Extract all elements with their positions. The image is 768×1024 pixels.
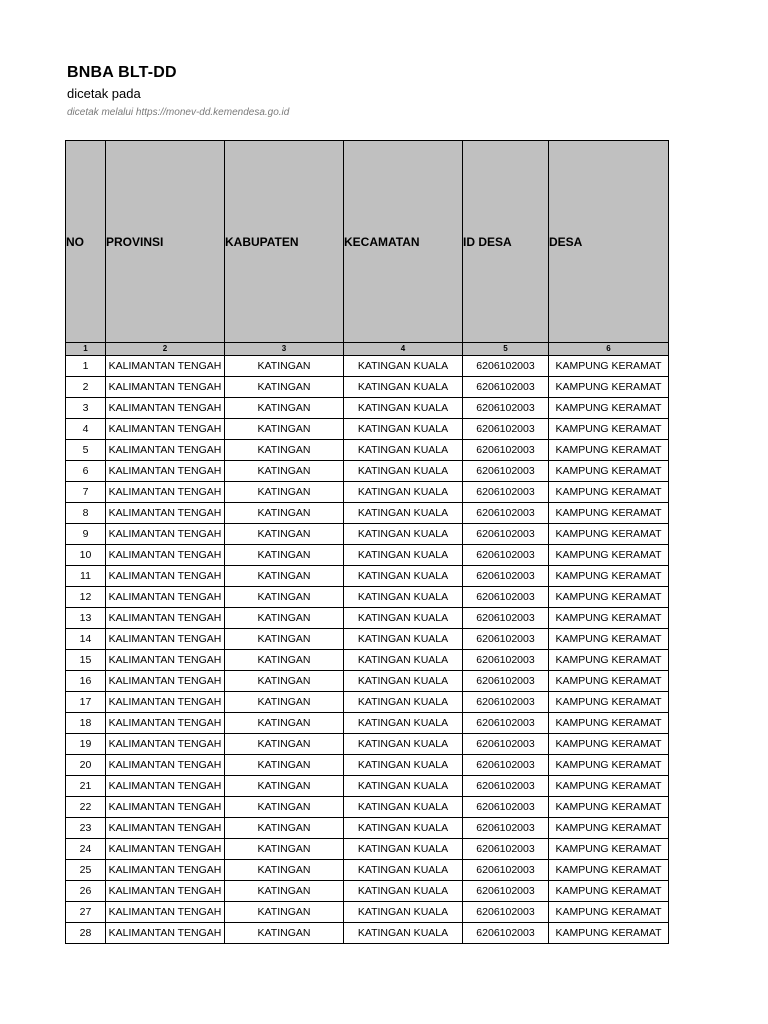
cell-no: 26 [66,881,106,902]
cell-kecamatan: KATINGAN KUALA [344,734,463,755]
header-kabupaten: KABUPATEN [225,141,344,343]
cell-kabupaten: KATINGAN [225,482,344,503]
cell-desa: KAMPUNG KERAMAT [549,524,669,545]
cell-kabupaten: KATINGAN [225,860,344,881]
document-subtitle: dicetak pada [67,86,141,101]
cell-kecamatan: KATINGAN KUALA [344,566,463,587]
cell-desa: KAMPUNG KERAMAT [549,692,669,713]
cell-kecamatan: KATINGAN KUALA [344,545,463,566]
cell-provinsi: KALIMANTAN TENGAH [106,377,225,398]
cell-desa: KAMPUNG KERAMAT [549,629,669,650]
cell-kecamatan: KATINGAN KUALA [344,902,463,923]
cell-desa: KAMPUNG KERAMAT [549,503,669,524]
cell-desa: KAMPUNG KERAMAT [549,587,669,608]
cell-no: 16 [66,671,106,692]
table-row [66,461,669,482]
cell-provinsi: KALIMANTAN TENGAH [106,461,225,482]
cell-kabupaten: KATINGAN [225,755,344,776]
table-row [66,797,669,818]
column-number: 3 [225,343,344,356]
cell-id-desa: 6206102003 [463,419,549,440]
column-number: 5 [463,343,549,356]
cell-desa: KAMPUNG KERAMAT [549,881,669,902]
cell-kecamatan: KATINGAN KUALA [344,713,463,734]
cell-kabupaten: KATINGAN [225,923,344,944]
cell-desa: KAMPUNG KERAMAT [549,545,669,566]
cell-desa: KAMPUNG KERAMAT [549,776,669,797]
cell-kabupaten: KATINGAN [225,650,344,671]
cell-provinsi: KALIMANTAN TENGAH [106,776,225,797]
column-number: 4 [344,343,463,356]
cell-kecamatan: KATINGAN KUALA [344,860,463,881]
cell-kecamatan: KATINGAN KUALA [344,398,463,419]
cell-kabupaten: KATINGAN [225,881,344,902]
cell-kecamatan: KATINGAN KUALA [344,356,463,377]
table-row [66,881,669,902]
cell-kecamatan: KATINGAN KUALA [344,419,463,440]
cell-kabupaten: KATINGAN [225,461,344,482]
cell-no: 15 [66,650,106,671]
cell-kabupaten: KATINGAN [225,419,344,440]
cell-desa: KAMPUNG KERAMAT [549,797,669,818]
cell-provinsi: KALIMANTAN TENGAH [106,797,225,818]
cell-provinsi: KALIMANTAN TENGAH [106,398,225,419]
cell-id-desa: 6206102003 [463,671,549,692]
cell-provinsi: KALIMANTAN TENGAH [106,650,225,671]
table-row [66,776,669,797]
cell-id-desa: 6206102003 [463,650,549,671]
cell-kecamatan: KATINGAN KUALA [344,587,463,608]
cell-kabupaten: KATINGAN [225,692,344,713]
table-row [66,503,669,524]
cell-no: 11 [66,566,106,587]
cell-kabupaten: KATINGAN [225,902,344,923]
cell-kecamatan: KATINGAN KUALA [344,377,463,398]
cell-kabupaten: KATINGAN [225,734,344,755]
cell-desa: KAMPUNG KERAMAT [549,377,669,398]
table-row [66,818,669,839]
cell-id-desa: 6206102003 [463,608,549,629]
cell-provinsi: KALIMANTAN TENGAH [106,440,225,461]
cell-desa: KAMPUNG KERAMAT [549,923,669,944]
cell-id-desa: 6206102003 [463,713,549,734]
cell-provinsi: KALIMANTAN TENGAH [106,713,225,734]
cell-provinsi: KALIMANTAN TENGAH [106,629,225,650]
cell-id-desa: 6206102003 [463,524,549,545]
cell-no: 22 [66,797,106,818]
table-row [66,692,669,713]
cell-kabupaten: KATINGAN [225,797,344,818]
cell-desa: KAMPUNG KERAMAT [549,440,669,461]
table-row [66,377,669,398]
table-row [66,671,669,692]
cell-kecamatan: KATINGAN KUALA [344,818,463,839]
header-id-desa: ID DESA [463,141,549,343]
cell-no: 1 [66,356,106,377]
cell-no: 27 [66,902,106,923]
cell-desa: KAMPUNG KERAMAT [549,860,669,881]
cell-id-desa: 6206102003 [463,776,549,797]
cell-no: 28 [66,923,106,944]
cell-kabupaten: KATINGAN [225,545,344,566]
cell-id-desa: 6206102003 [463,503,549,524]
cell-kecamatan: KATINGAN KUALA [344,440,463,461]
cell-no: 3 [66,398,106,419]
cell-kecamatan: KATINGAN KUALA [344,839,463,860]
cell-kabupaten: KATINGAN [225,839,344,860]
cell-kecamatan: KATINGAN KUALA [344,524,463,545]
cell-provinsi: KALIMANTAN TENGAH [106,419,225,440]
cell-provinsi: KALIMANTAN TENGAH [106,734,225,755]
table-row [66,608,669,629]
cell-id-desa: 6206102003 [463,629,549,650]
cell-id-desa: 6206102003 [463,482,549,503]
cell-no: 9 [66,524,106,545]
document-title: BNBA BLT-DD [67,64,177,81]
table-row [66,587,669,608]
cell-id-desa: 6206102003 [463,566,549,587]
cell-id-desa: 6206102003 [463,398,549,419]
cell-id-desa: 6206102003 [463,692,549,713]
cell-desa: KAMPUNG KERAMAT [549,902,669,923]
cell-id-desa: 6206102003 [463,545,549,566]
cell-kecamatan: KATINGAN KUALA [344,692,463,713]
table-row [66,440,669,461]
cell-desa: KAMPUNG KERAMAT [549,461,669,482]
cell-no: 17 [66,692,106,713]
cell-desa: KAMPUNG KERAMAT [549,419,669,440]
cell-id-desa: 6206102003 [463,356,549,377]
cell-kecamatan: KATINGAN KUALA [344,671,463,692]
cell-provinsi: KALIMANTAN TENGAH [106,671,225,692]
cell-provinsi: KALIMANTAN TENGAH [106,692,225,713]
column-number: 6 [549,343,669,356]
cell-desa: KAMPUNG KERAMAT [549,650,669,671]
cell-kecamatan: KATINGAN KUALA [344,776,463,797]
beneficiary-table [65,140,669,944]
cell-id-desa: 6206102003 [463,881,549,902]
cell-desa: KAMPUNG KERAMAT [549,713,669,734]
header-row [66,141,669,343]
cell-no: 10 [66,545,106,566]
cell-kecamatan: KATINGAN KUALA [344,755,463,776]
cell-kabupaten: KATINGAN [225,503,344,524]
table-row [66,860,669,881]
table-row [66,650,669,671]
table-row [66,524,669,545]
cell-provinsi: KALIMANTAN TENGAH [106,524,225,545]
header-desa: DESA [549,141,669,343]
cell-provinsi: KALIMANTAN TENGAH [106,839,225,860]
column-number: 1 [66,343,106,356]
cell-desa: KAMPUNG KERAMAT [549,356,669,377]
cell-kabupaten: KATINGAN [225,440,344,461]
cell-kecamatan: KATINGAN KUALA [344,881,463,902]
cell-no: 6 [66,461,106,482]
table-body [66,356,669,944]
cell-no: 2 [66,377,106,398]
cell-kabupaten: KATINGAN [225,629,344,650]
cell-id-desa: 6206102003 [463,839,549,860]
cell-kabupaten: KATINGAN [225,713,344,734]
table-row [66,398,669,419]
cell-kabupaten: KATINGAN [225,587,344,608]
cell-kabupaten: KATINGAN [225,377,344,398]
cell-kecamatan: KATINGAN KUALA [344,797,463,818]
cell-provinsi: KALIMANTAN TENGAH [106,482,225,503]
cell-kabupaten: KATINGAN [225,356,344,377]
cell-id-desa: 6206102003 [463,755,549,776]
cell-kecamatan: KATINGAN KUALA [344,482,463,503]
table-row [66,902,669,923]
table-row [66,482,669,503]
cell-kabupaten: KATINGAN [225,566,344,587]
header-no: NO [66,141,106,343]
table-row [66,566,669,587]
cell-kabupaten: KATINGAN [225,776,344,797]
cell-kecamatan: KATINGAN KUALA [344,650,463,671]
table-row [66,839,669,860]
cell-no: 4 [66,419,106,440]
cell-id-desa: 6206102003 [463,587,549,608]
cell-no: 13 [66,608,106,629]
cell-id-desa: 6206102003 [463,818,549,839]
cell-desa: KAMPUNG KERAMAT [549,818,669,839]
table-row [66,356,669,377]
cell-kabupaten: KATINGAN [225,524,344,545]
cell-no: 14 [66,629,106,650]
cell-id-desa: 6206102003 [463,461,549,482]
cell-no: 24 [66,839,106,860]
cell-kabupaten: KATINGAN [225,671,344,692]
cell-desa: KAMPUNG KERAMAT [549,482,669,503]
cell-desa: KAMPUNG KERAMAT [549,734,669,755]
cell-no: 7 [66,482,106,503]
cell-provinsi: KALIMANTAN TENGAH [106,860,225,881]
cell-no: 12 [66,587,106,608]
table-row [66,545,669,566]
cell-no: 8 [66,503,106,524]
cell-kecamatan: KATINGAN KUALA [344,629,463,650]
cell-id-desa: 6206102003 [463,797,549,818]
header-kecamatan: KECAMATAN [344,141,463,343]
cell-desa: KAMPUNG KERAMAT [549,398,669,419]
cell-kecamatan: KATINGAN KUALA [344,461,463,482]
cell-id-desa: 6206102003 [463,377,549,398]
cell-no: 23 [66,818,106,839]
cell-desa: KAMPUNG KERAMAT [549,755,669,776]
cell-provinsi: KALIMANTAN TENGAH [106,356,225,377]
cell-no: 18 [66,713,106,734]
header-provinsi: PROVINSI [106,141,225,343]
cell-no: 20 [66,755,106,776]
cell-no: 21 [66,776,106,797]
column-number: 2 [106,343,225,356]
cell-kecamatan: KATINGAN KUALA [344,608,463,629]
table-row [66,713,669,734]
cell-id-desa: 6206102003 [463,902,549,923]
cell-provinsi: KALIMANTAN TENGAH [106,881,225,902]
cell-kecamatan: KATINGAN KUALA [344,503,463,524]
cell-provinsi: KALIMANTAN TENGAH [106,503,225,524]
cell-kabupaten: KATINGAN [225,608,344,629]
cell-provinsi: KALIMANTAN TENGAH [106,608,225,629]
cell-id-desa: 6206102003 [463,923,549,944]
cell-provinsi: KALIMANTAN TENGAH [106,818,225,839]
cell-desa: KAMPUNG KERAMAT [549,839,669,860]
table-row [66,734,669,755]
cell-desa: KAMPUNG KERAMAT [549,671,669,692]
cell-no: 25 [66,860,106,881]
table-row [66,923,669,944]
cell-kabupaten: KATINGAN [225,398,344,419]
cell-provinsi: KALIMANTAN TENGAH [106,902,225,923]
table-row [66,419,669,440]
cell-provinsi: KALIMANTAN TENGAH [106,587,225,608]
cell-kabupaten: KATINGAN [225,818,344,839]
cell-provinsi: KALIMANTAN TENGAH [106,566,225,587]
cell-desa: KAMPUNG KERAMAT [549,608,669,629]
column-number-row [66,343,669,356]
cell-kecamatan: KATINGAN KUALA [344,923,463,944]
cell-no: 5 [66,440,106,461]
cell-id-desa: 6206102003 [463,440,549,461]
cell-no: 19 [66,734,106,755]
cell-desa: KAMPUNG KERAMAT [549,566,669,587]
source-note: dicetak melalui https://monev-dd.kemendesa.go.id [67,107,290,118]
cell-provinsi: KALIMANTAN TENGAH [106,755,225,776]
cell-provinsi: KALIMANTAN TENGAH [106,923,225,944]
cell-id-desa: 6206102003 [463,734,549,755]
cell-id-desa: 6206102003 [463,860,549,881]
cell-provinsi: KALIMANTAN TENGAH [106,545,225,566]
table-row [66,755,669,776]
table-row [66,629,669,650]
